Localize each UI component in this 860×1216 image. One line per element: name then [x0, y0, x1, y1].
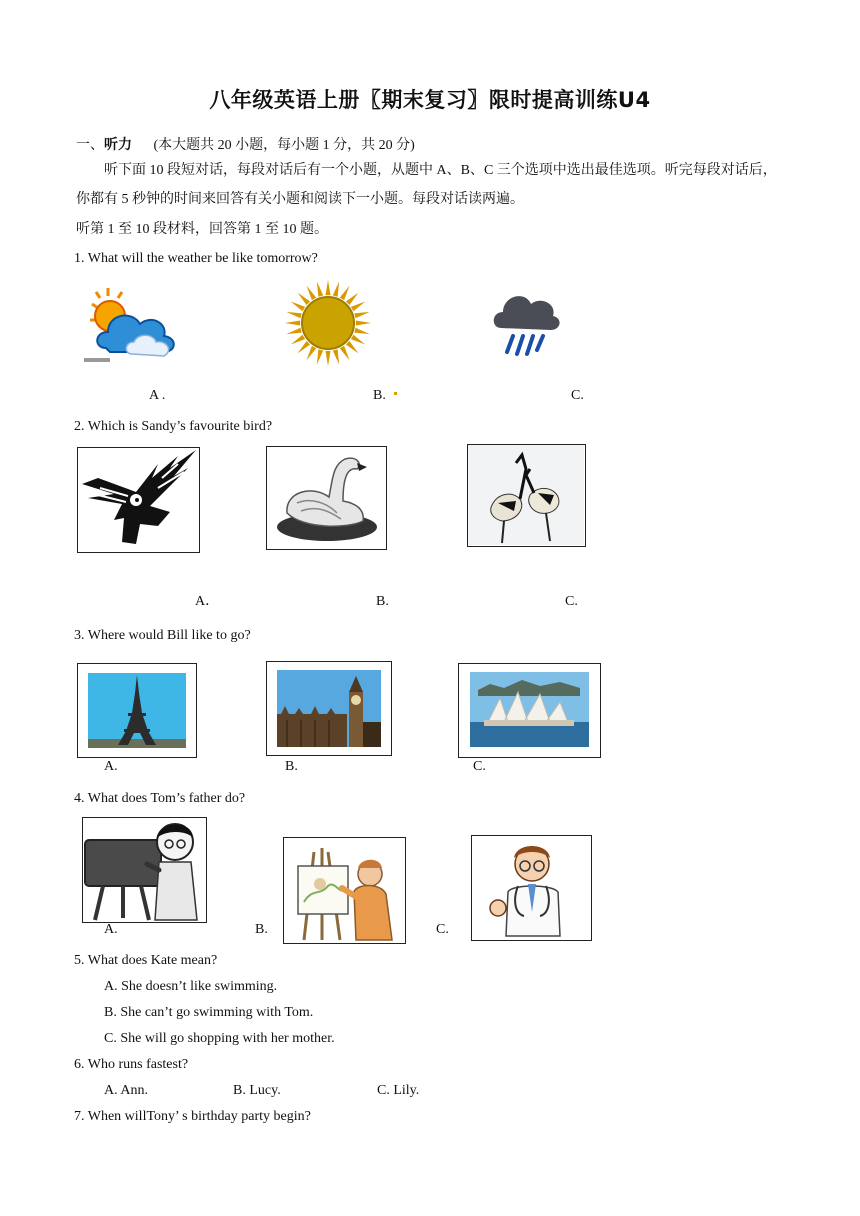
eiffel-tower-photo [77, 663, 197, 758]
q3-option-a: A. [104, 759, 118, 774]
q4-option-b: B. [255, 922, 268, 937]
sun-icon [276, 279, 380, 367]
q4-option-a: A. [104, 922, 118, 937]
sub-instruction: 听第 1 至 10 段材料，回答第 1 至 10 题。 [76, 222, 328, 237]
big-ben-photo [266, 661, 392, 756]
q6-option-c: C. Lily. [377, 1083, 420, 1098]
stray-mark [394, 392, 397, 395]
page-title: 八年级英语上册〖期末复习〗限时提高训练U4 [209, 88, 651, 112]
sun-ray [333, 281, 339, 296]
q1-option-c: C. [571, 388, 584, 403]
sun-ray [307, 346, 317, 360]
sun-ray [340, 346, 350, 360]
sun-ray [356, 320, 371, 325]
section-number: 一、 [76, 138, 104, 153]
sun-ray [317, 349, 323, 364]
question-1: 1. What will the weather be like tomorrow? [74, 251, 318, 266]
sun-ray [354, 328, 369, 334]
question-2: 2. Which is Sandy’s favourite bird? [74, 419, 273, 434]
sun-ray [286, 312, 301, 318]
sun-ray [291, 302, 305, 312]
question-4: 4. What does Tom’s father do? [74, 791, 246, 806]
section-note: (本大题共 20 小题，每小题 1 分，共 20 分) [153, 138, 415, 153]
question-7: 7. When willTony’ s birthday party begin? [74, 1109, 311, 1124]
sun-ray [307, 286, 317, 300]
teacher-image [82, 817, 207, 923]
q6-option-b: B. Lucy. [233, 1083, 281, 1098]
section-heading-label: 听力 [104, 137, 132, 153]
q1-option-b: B. [373, 388, 386, 403]
sun-ray [351, 302, 365, 312]
rain-cloud-icon [491, 290, 561, 358]
sun-ray [346, 341, 358, 353]
sun-ray [325, 280, 330, 295]
q2-option-a: A． [195, 594, 220, 609]
q3-option-b: B. [285, 759, 298, 774]
section-heading [76, 136, 415, 155]
sun-ray [317, 281, 323, 296]
doctor-image [471, 835, 592, 941]
sun-ray [291, 335, 305, 345]
q5-option-c: C. She will go shopping with her mother. [104, 1031, 335, 1046]
cranes-image [467, 444, 586, 547]
swan-image [266, 446, 387, 550]
q3-option-c: C. [473, 759, 486, 774]
q1-option-a: A . [149, 388, 166, 403]
q6-option-a: A. Ann. [104, 1083, 148, 1098]
question-6: 6. Who runs fastest? [74, 1057, 189, 1072]
sun-ray [340, 286, 350, 300]
painter-image [283, 837, 406, 944]
sydney-opera-house-photo [458, 663, 601, 758]
q5-option-a: A. She doesn’t like swimming. [104, 979, 278, 994]
sun-ray [354, 312, 369, 318]
question-5: 5. What does Kate mean? [74, 953, 218, 968]
sun-ray [333, 349, 339, 364]
sun-ray [325, 351, 330, 366]
eagle-image [77, 447, 200, 553]
q5-option-b: B. She can’t go swimming with Tom. [104, 1005, 314, 1020]
sun-ray [298, 293, 310, 305]
q2-option-c: C. [565, 594, 578, 609]
sun-ray [346, 293, 358, 305]
sun-behind-cloud-icon [84, 284, 184, 364]
sun-ray [298, 341, 310, 353]
q4-option-c: C. [436, 922, 449, 937]
sun-ray [351, 335, 365, 345]
sun-ray [286, 328, 301, 334]
q2-option-b: B. [376, 594, 389, 609]
question-3: 3. Where would Bill like to go? [74, 628, 251, 643]
sun-ray [285, 320, 300, 325]
listening-instruction: 听下面 10 段短对话，每段对话后有一个小题，从题中 A、B、C 三个选项中选出最佳选项。听完每段对话后，你都有 5 秒钟的时间来回答有关小题和阅读下一小题。每段对话读两遍。 [76, 163, 777, 207]
